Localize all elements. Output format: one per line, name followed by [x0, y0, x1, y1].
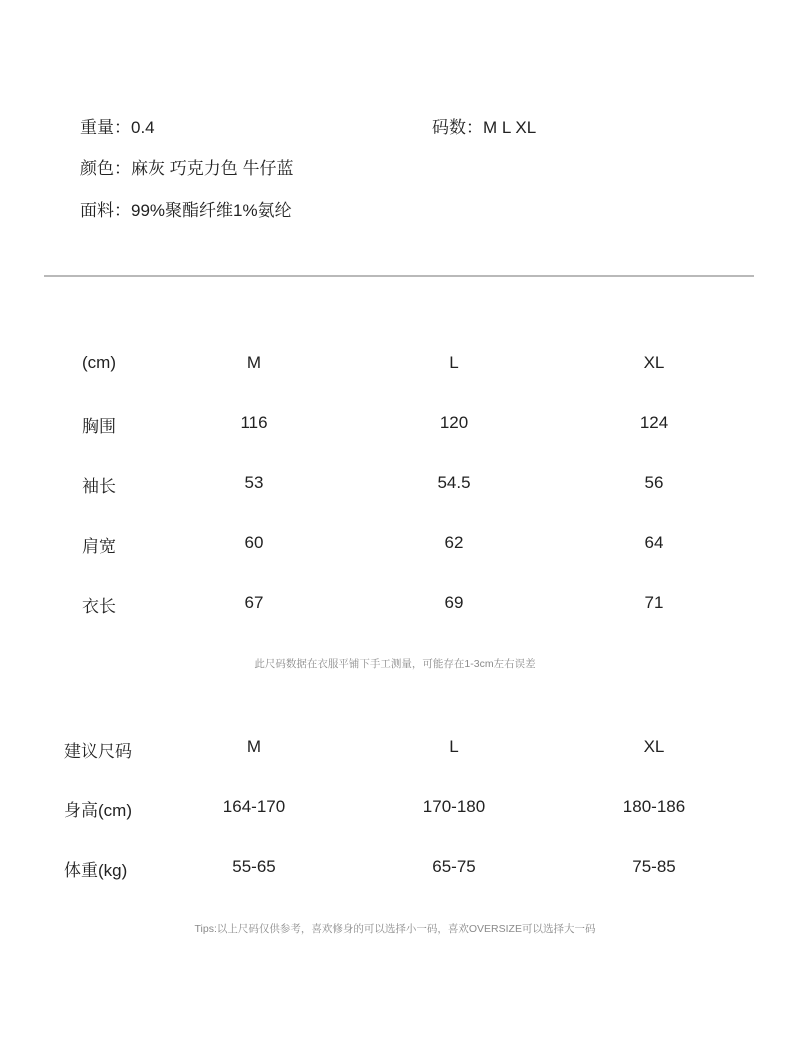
table-cell: 55-65 — [232, 857, 276, 876]
spec-color: 颜色：麻灰 巧克力色 牛仔蓝 — [80, 159, 294, 178]
table-cell: 124 — [639, 413, 669, 432]
row-label-chest: 胸围 — [82, 417, 116, 436]
measure-header-unit: (cm) — [82, 353, 116, 372]
table-cell: 170-180 — [422, 797, 486, 816]
table-cell: 60 — [244, 533, 264, 552]
row-label-shoulder: 肩宽 — [82, 537, 116, 556]
tips-note: Tips:以上尺码仅供参考，喜欢修身的可以选择小一码，喜欢OVERSIZE可以选择大一码 — [194, 923, 596, 935]
table-cell: 67 — [244, 593, 264, 612]
measure-header-xl: XL — [643, 353, 665, 372]
table-cell: 180-186 — [622, 797, 686, 816]
measure-header-m: M — [246, 353, 262, 372]
measure-header-l: L — [449, 353, 459, 372]
spec-sizes: 码数：M L XL — [432, 118, 537, 137]
table-cell: 62 — [444, 533, 464, 552]
row-label-sleeve: 袖长 — [82, 477, 116, 496]
suggest-header-label: 建议尺码 — [64, 742, 132, 761]
table-cell: 53 — [244, 473, 264, 492]
table-cell: 69 — [444, 593, 464, 612]
suggest-header-m: M — [246, 737, 262, 756]
table-cell: 120 — [439, 413, 469, 432]
table-cell: 75-85 — [632, 857, 676, 876]
spec-fabric: 面料：99%聚酯纤维1%氨纶 — [80, 201, 292, 220]
spec-weight: 重量：0.4 — [80, 118, 155, 137]
table-cell: 56 — [644, 473, 664, 492]
suggest-header-xl: XL — [643, 737, 665, 756]
table-cell: 54.5 — [437, 473, 471, 492]
table-cell: 71 — [644, 593, 664, 612]
row-label-height: 身高(cm) — [64, 801, 132, 820]
suggest-header-l: L — [449, 737, 459, 756]
measure-note: 此尺码数据在衣服平铺下手工测量，可能存在1-3cm左右误差 — [254, 658, 536, 670]
table-cell: 64 — [644, 533, 664, 552]
row-label-weight: 体重(kg) — [64, 861, 128, 880]
table-cell: 116 — [240, 413, 268, 432]
section-divider — [44, 275, 754, 277]
table-cell: 164-170 — [222, 797, 286, 816]
row-label-length: 衣长 — [82, 597, 116, 616]
table-cell: 65-75 — [432, 857, 476, 876]
